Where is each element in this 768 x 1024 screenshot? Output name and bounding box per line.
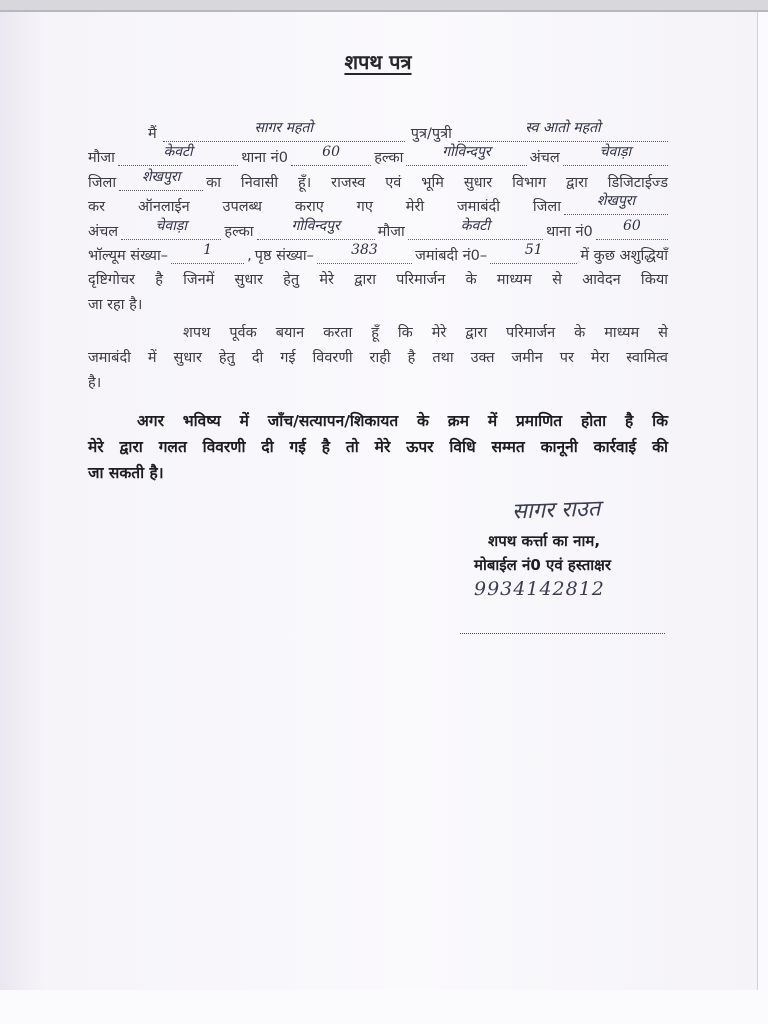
para1-line-4 — [88, 195, 668, 220]
text-son-of: पुत्र/पुत्री — [410, 125, 452, 142]
signature-dotted-line — [460, 633, 665, 634]
para2-line-1: शपथ पूर्वक बयान करता हूँ कि मेरे द्वारा परिमार्जन के माध्यम से — [183, 325, 668, 341]
para2-line-2: जमाबंदी में सुधार हेतु दी गई विवरणी राही है तथा उक्त जमीन पर मेरा स्वामित्व — [88, 350, 668, 366]
para3-line-1: अगर भविष्य में जाँच/सत्यापन/शिकायत के क्रम में प्रमाणित होता है कि — [137, 412, 668, 430]
deponent-name-label: शपथ कर्त्ता का नाम, — [488, 532, 601, 550]
halka-label: हल्का — [374, 150, 404, 166]
thana-no-handwritten: 60 — [322, 144, 340, 160]
para1-line-6 — [88, 244, 668, 269]
resident-statement: का निवासी हूँ। राजस्व एवं भूमि सुधार विभाग द्वारा डिजिटाईज्ड — [206, 174, 668, 191]
para2-line-3: है। — [88, 375, 102, 391]
online-jamabandi-text: कर ऑनलाईन उपलब्ध कराए गए मेरी जमाबंदी जिला — [88, 199, 561, 215]
district-handwritten: शेखपुरा — [141, 168, 181, 185]
paper-right-edge — [757, 12, 758, 990]
jamabandi-district-handwritten: शेखपुरा — [596, 193, 636, 209]
district-blank — [119, 168, 203, 191]
para1-line-3 — [88, 170, 668, 195]
anchal-label: अंचल — [529, 150, 560, 166]
mauza-label: मौजा — [88, 150, 115, 166]
mauza-label-2: मौजा — [377, 223, 405, 240]
father-name-blank — [458, 119, 668, 142]
deponent-signature: सागर राउत — [511, 496, 601, 525]
father-name-handwritten: स्व आतो महतो — [525, 119, 601, 136]
affidavit-body — [88, 48, 668, 486]
page-label: पृष्ठ संख्या– — [254, 248, 314, 264]
anchal-blank-2 — [121, 217, 221, 240]
mauza-handwritten: केवटी — [163, 144, 193, 160]
paragraph-oath — [88, 321, 668, 396]
jamabandi-district-blank — [564, 195, 668, 215]
para1-line-5 — [88, 219, 668, 244]
mauza-blank — [118, 146, 238, 166]
scanner-top-band — [0, 0, 768, 10]
mobile-number-handwritten: 9934142812 — [474, 578, 605, 600]
jamabandi-no-blank — [490, 244, 577, 264]
para1-line-1 — [88, 121, 668, 146]
thana-label-2: थाना नं0 — [546, 223, 593, 240]
volume-label: भॉल्यूम संख्या– — [88, 248, 168, 264]
volume-blank — [171, 244, 244, 264]
mauza-handwritten-2: केवटी — [460, 217, 490, 234]
paragraph-declaration — [88, 121, 668, 317]
errors-text: में कुछ अशुद्धियाँ — [580, 248, 668, 264]
halka-blank — [406, 146, 526, 166]
anchal-handwritten-2: चेवाड़ा — [155, 217, 187, 234]
page-handwritten: 383 — [351, 242, 378, 258]
para1-line-8: जा रहा है। — [88, 296, 143, 313]
anchal-blank — [563, 146, 668, 166]
para1-line-2 — [88, 146, 668, 171]
district-label: जिला — [88, 174, 117, 191]
para3-line-3: जा सकती है। — [88, 464, 164, 482]
page-blank — [317, 244, 412, 264]
halka-label-2: हल्का — [224, 223, 254, 240]
deponent-name-handwritten: सागर महतो — [254, 119, 313, 136]
jamabandi-label: जमांबदी नं0– — [415, 248, 488, 264]
thana-label: थाना नं0 — [241, 150, 288, 166]
thana-no-handwritten-2: 60 — [622, 217, 641, 234]
thana-no-blank-2 — [596, 217, 668, 240]
anchal-handwritten: चेवाड़ा — [599, 144, 632, 160]
halka-blank-2 — [257, 217, 375, 240]
comma: , — [247, 248, 252, 264]
mauza-blank-2 — [408, 217, 543, 240]
mobile-signature-label: मोबाईल नं0 एवं हस्ताक्षर — [474, 556, 612, 574]
text-mai: मैं — [148, 125, 157, 142]
document-title: शपथ पत्र — [344, 50, 412, 74]
volume-handwritten: 1 — [203, 242, 213, 258]
deponent-name-blank — [163, 119, 405, 142]
halka-handwritten: गोविन्दपुर — [442, 144, 491, 160]
thana-no-blank — [291, 146, 371, 166]
anchal-label-2: अंचल — [88, 223, 119, 240]
jamabandi-no-handwritten: 51 — [524, 242, 543, 258]
halka-handwritten-2: गोविन्दपुर — [291, 217, 340, 234]
para3-line-2: मेरे द्वारा गलत विवरणी दी गई है तो मेरे ऊपर विधि सम्मत कानूनी कार्रवाई की — [88, 438, 668, 456]
para1-line-7: दृष्टिगोचर है जिनमें सुधार हेतु मेरे द्वारा परिमार्जन के माध्यम से आवेदन किया — [88, 272, 668, 288]
paragraph-legal-consequence — [88, 408, 668, 486]
